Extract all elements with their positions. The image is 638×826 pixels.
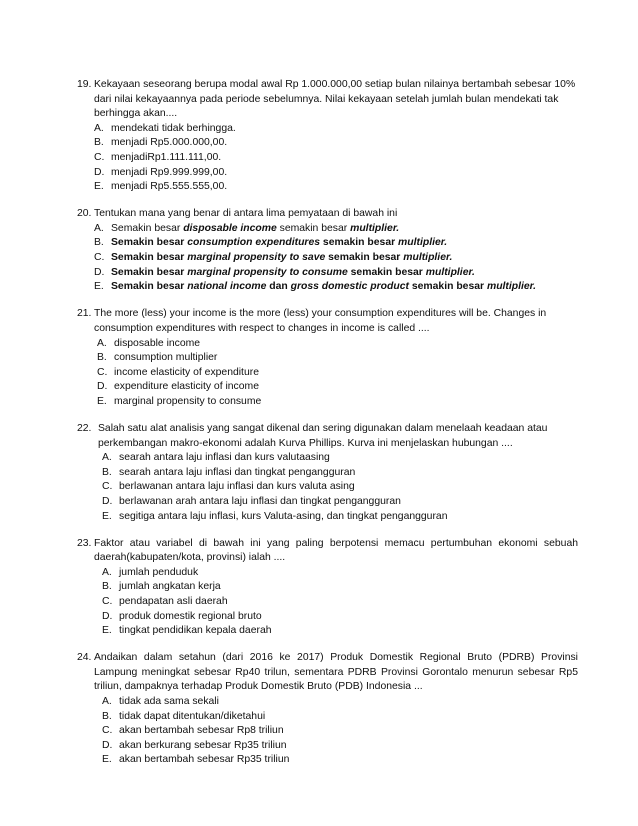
option-text: menjadi Rp5.000.000,00. — [111, 137, 228, 149]
option-text-plain: semakin besar — [408, 281, 487, 293]
option-a — [97, 337, 578, 352]
option-text: expenditure elasticity of income — [114, 381, 259, 393]
option-e — [102, 753, 578, 768]
option-letter: B. — [97, 352, 107, 364]
option-letter: A. — [102, 566, 112, 578]
option-c — [97, 366, 578, 381]
option-d — [102, 495, 578, 510]
option-b — [102, 466, 578, 481]
question-number: 20. — [77, 208, 92, 220]
option-letter: B. — [94, 237, 104, 249]
option-text-emphasis: multiplier. — [398, 237, 448, 249]
option-text: akan berkurang sebesar Rp35 triliun — [119, 739, 287, 751]
option-text: income elasticity of expenditure — [114, 366, 259, 378]
option-text-plain: semakin besar — [320, 237, 399, 249]
question-23 — [77, 537, 578, 639]
option-text-emphasis: multiplier. — [350, 222, 400, 234]
question-stem: Faktor atau variabel di bawah ini yang paling berpotensi memacu pertumbuhan ekonomi sebuah daerah(kabupaten/kota, provinsi) ialah .... — [94, 537, 578, 564]
question-stem: Andaikan dalam setahun (dari 2016 ke 2017) Produk Domestik Regional Bruto (PDRB) Provinsi Lampung meningkat sebesar Rp40 trilun, sementara PDRB Provinsi Gorontalo menurun sebesar Rp5 triliun, dampaknya terhadap Produk Domestik Bruto (PDB) Indonesia ... — [94, 652, 578, 693]
question-stem: The more (less) your income is the more (less) your consumption expenditures will be. Changes in consumption expenditures with respect to changes in income is called .... — [94, 308, 547, 334]
option-d — [97, 380, 578, 395]
option-text: akan bertambah sebesar Rp8 triliun — [119, 725, 284, 737]
question-24 — [77, 651, 578, 768]
option-text-plain: Semakin besar — [111, 222, 184, 234]
question-number: 21. — [77, 308, 92, 320]
option-text: searah antara laju inflasi dan kurs valutaasing — [119, 452, 330, 464]
option-list — [102, 566, 578, 639]
question-21 — [77, 307, 578, 409]
option-text: berlawanan antara laju inflasi dan kurs valuta asing — [119, 481, 355, 493]
option-letter: A. — [97, 337, 107, 349]
option-c — [94, 251, 578, 266]
option-a — [102, 695, 578, 710]
option-letter: C. — [102, 725, 113, 737]
option-list — [94, 122, 578, 195]
option-text: jumlah penduduk — [119, 566, 199, 578]
option-list — [97, 337, 578, 410]
option-text: consumption multiplier — [114, 352, 218, 364]
option-text-emphasis: marginal propensity to save — [187, 252, 326, 264]
option-letter: B. — [102, 581, 112, 593]
option-text: mendekati tidak berhingga. — [111, 122, 236, 134]
option-text: tidak ada sama sekali — [119, 696, 219, 708]
option-letter: D. — [94, 266, 105, 278]
option-b — [97, 351, 578, 366]
option-c — [94, 151, 578, 166]
option-text: marginal propensity to consume — [114, 395, 262, 407]
option-letter: A. — [94, 222, 104, 234]
option-letter: C. — [102, 596, 113, 607]
option-text: berlawanan arah antara laju inflasi dan tingkat pengangguran — [119, 495, 401, 507]
option-b — [94, 236, 578, 251]
option-text: tidak dapat ditentukan/diketahui — [119, 710, 266, 722]
option-d — [94, 266, 578, 281]
option-e — [102, 510, 578, 525]
option-letter: E. — [94, 181, 104, 193]
option-letter: D. — [102, 610, 113, 622]
option-letter: E. — [94, 281, 104, 293]
option-e — [102, 624, 578, 639]
option-letter: A. — [94, 122, 104, 134]
option-letter: C. — [94, 151, 105, 163]
question-number: 23. — [77, 537, 92, 549]
option-letter: D. — [97, 381, 108, 393]
option-text-plain: Semakin besar — [111, 281, 188, 293]
question-stem: Tentukan mana yang benar di antara lima pemyataan di bawah ini — [94, 208, 398, 220]
option-a — [94, 122, 578, 137]
option-letter: C. — [102, 481, 113, 493]
option-b — [94, 136, 578, 151]
option-b — [102, 710, 578, 725]
option-e — [94, 280, 578, 295]
option-text: produk domestik regional bruto — [119, 610, 262, 622]
option-text: menjadi Rp9.999.999,00. — [111, 166, 228, 178]
option-e — [94, 180, 578, 195]
option-letter: D. — [94, 166, 105, 178]
option-text: searah antara laju inflasi dan tingkat pengangguran — [119, 466, 356, 478]
option-text: segitiga antara laju inflasi, kurs Valuta-asing, dan tingkat pengangguran — [119, 510, 448, 522]
question-stem: Kekayaan seseorang berupa modal awal Rp 1.000.000,00 setiap bulan nilainya bertambah sebesar 10% dari nilai kekayaannya pada periode sebelumnya. Nilai kekayaan setelah jumlah bulan mendekati tak berhingga akan.... — [94, 79, 576, 120]
option-letter: E. — [102, 625, 112, 637]
option-c — [102, 480, 578, 495]
option-e — [97, 395, 578, 410]
option-letter: C. — [94, 252, 105, 264]
option-letter: E. — [102, 510, 112, 522]
option-text-plain: Semakin besar — [111, 252, 188, 264]
option-text: disposable income — [114, 337, 201, 349]
question-number: 19. — [77, 79, 92, 90]
option-text-emphasis: national income — [187, 281, 267, 293]
option-text-emphasis: gross domestic product — [290, 281, 409, 293]
question-20 — [77, 207, 578, 295]
option-text-plain: semakin besar — [276, 222, 351, 234]
option-letter: E. — [102, 754, 112, 766]
option-text-emphasis: multiplier. — [425, 266, 475, 278]
option-text-emphasis: multiplier. — [486, 281, 537, 293]
option-d — [102, 739, 578, 754]
question-number: 22. — [77, 422, 92, 434]
option-text: menjadiRp1.111.111,00. — [111, 151, 222, 163]
option-text: menjadi Rp5.555.555,00. — [111, 181, 228, 193]
option-text: akan bertambah sebesar Rp35 triliun — [119, 754, 290, 766]
option-letter: E. — [97, 395, 107, 407]
option-text-emphasis: marginal propensity to consume — [187, 266, 348, 278]
option-b — [102, 580, 578, 595]
option-letter: A. — [102, 452, 112, 464]
option-a — [102, 566, 578, 581]
option-text-emphasis: multiplier. — [403, 252, 453, 264]
option-text-plain: semakin besar — [325, 252, 404, 264]
option-text-plain: semakin besar — [347, 266, 426, 278]
question-number: 24. — [77, 652, 92, 664]
question-19 — [77, 78, 578, 195]
option-text-emphasis: consumption expenditures — [187, 237, 321, 249]
option-text-plain: Semakin besar — [111, 266, 188, 278]
option-a — [102, 451, 578, 466]
option-list — [94, 222, 578, 295]
option-list — [102, 695, 578, 768]
question-22 — [77, 422, 578, 524]
option-text: tingkat pendidikan kepala daerah — [119, 625, 272, 637]
option-text-emphasis: disposable income — [183, 222, 277, 234]
option-letter: C. — [97, 366, 108, 378]
option-text-plain: Semakin besar — [111, 237, 188, 249]
option-letter: B. — [102, 710, 112, 722]
option-d — [102, 610, 578, 625]
option-c — [102, 595, 578, 610]
option-d — [94, 166, 578, 181]
option-text: jumlah angkatan kerja — [119, 581, 221, 593]
option-text: pendapatan asli daerah — [119, 596, 228, 607]
option-a — [94, 222, 578, 237]
option-c — [102, 724, 578, 739]
option-letter: B. — [102, 466, 112, 478]
question-stem: Salah satu alat analisis yang sangat dikenal dan sering digunakan dalam menelaah keadaan atau perkembangan makro-ekonomi adalah Kurva Phillips. Kurva ini menjelaskan hubungan .... — [98, 422, 548, 449]
option-text-plain: dan — [266, 281, 291, 293]
option-list — [102, 451, 578, 524]
option-letter: A. — [102, 696, 112, 708]
option-letter: D. — [102, 739, 113, 751]
option-letter: D. — [102, 495, 113, 507]
option-letter: B. — [94, 137, 104, 149]
